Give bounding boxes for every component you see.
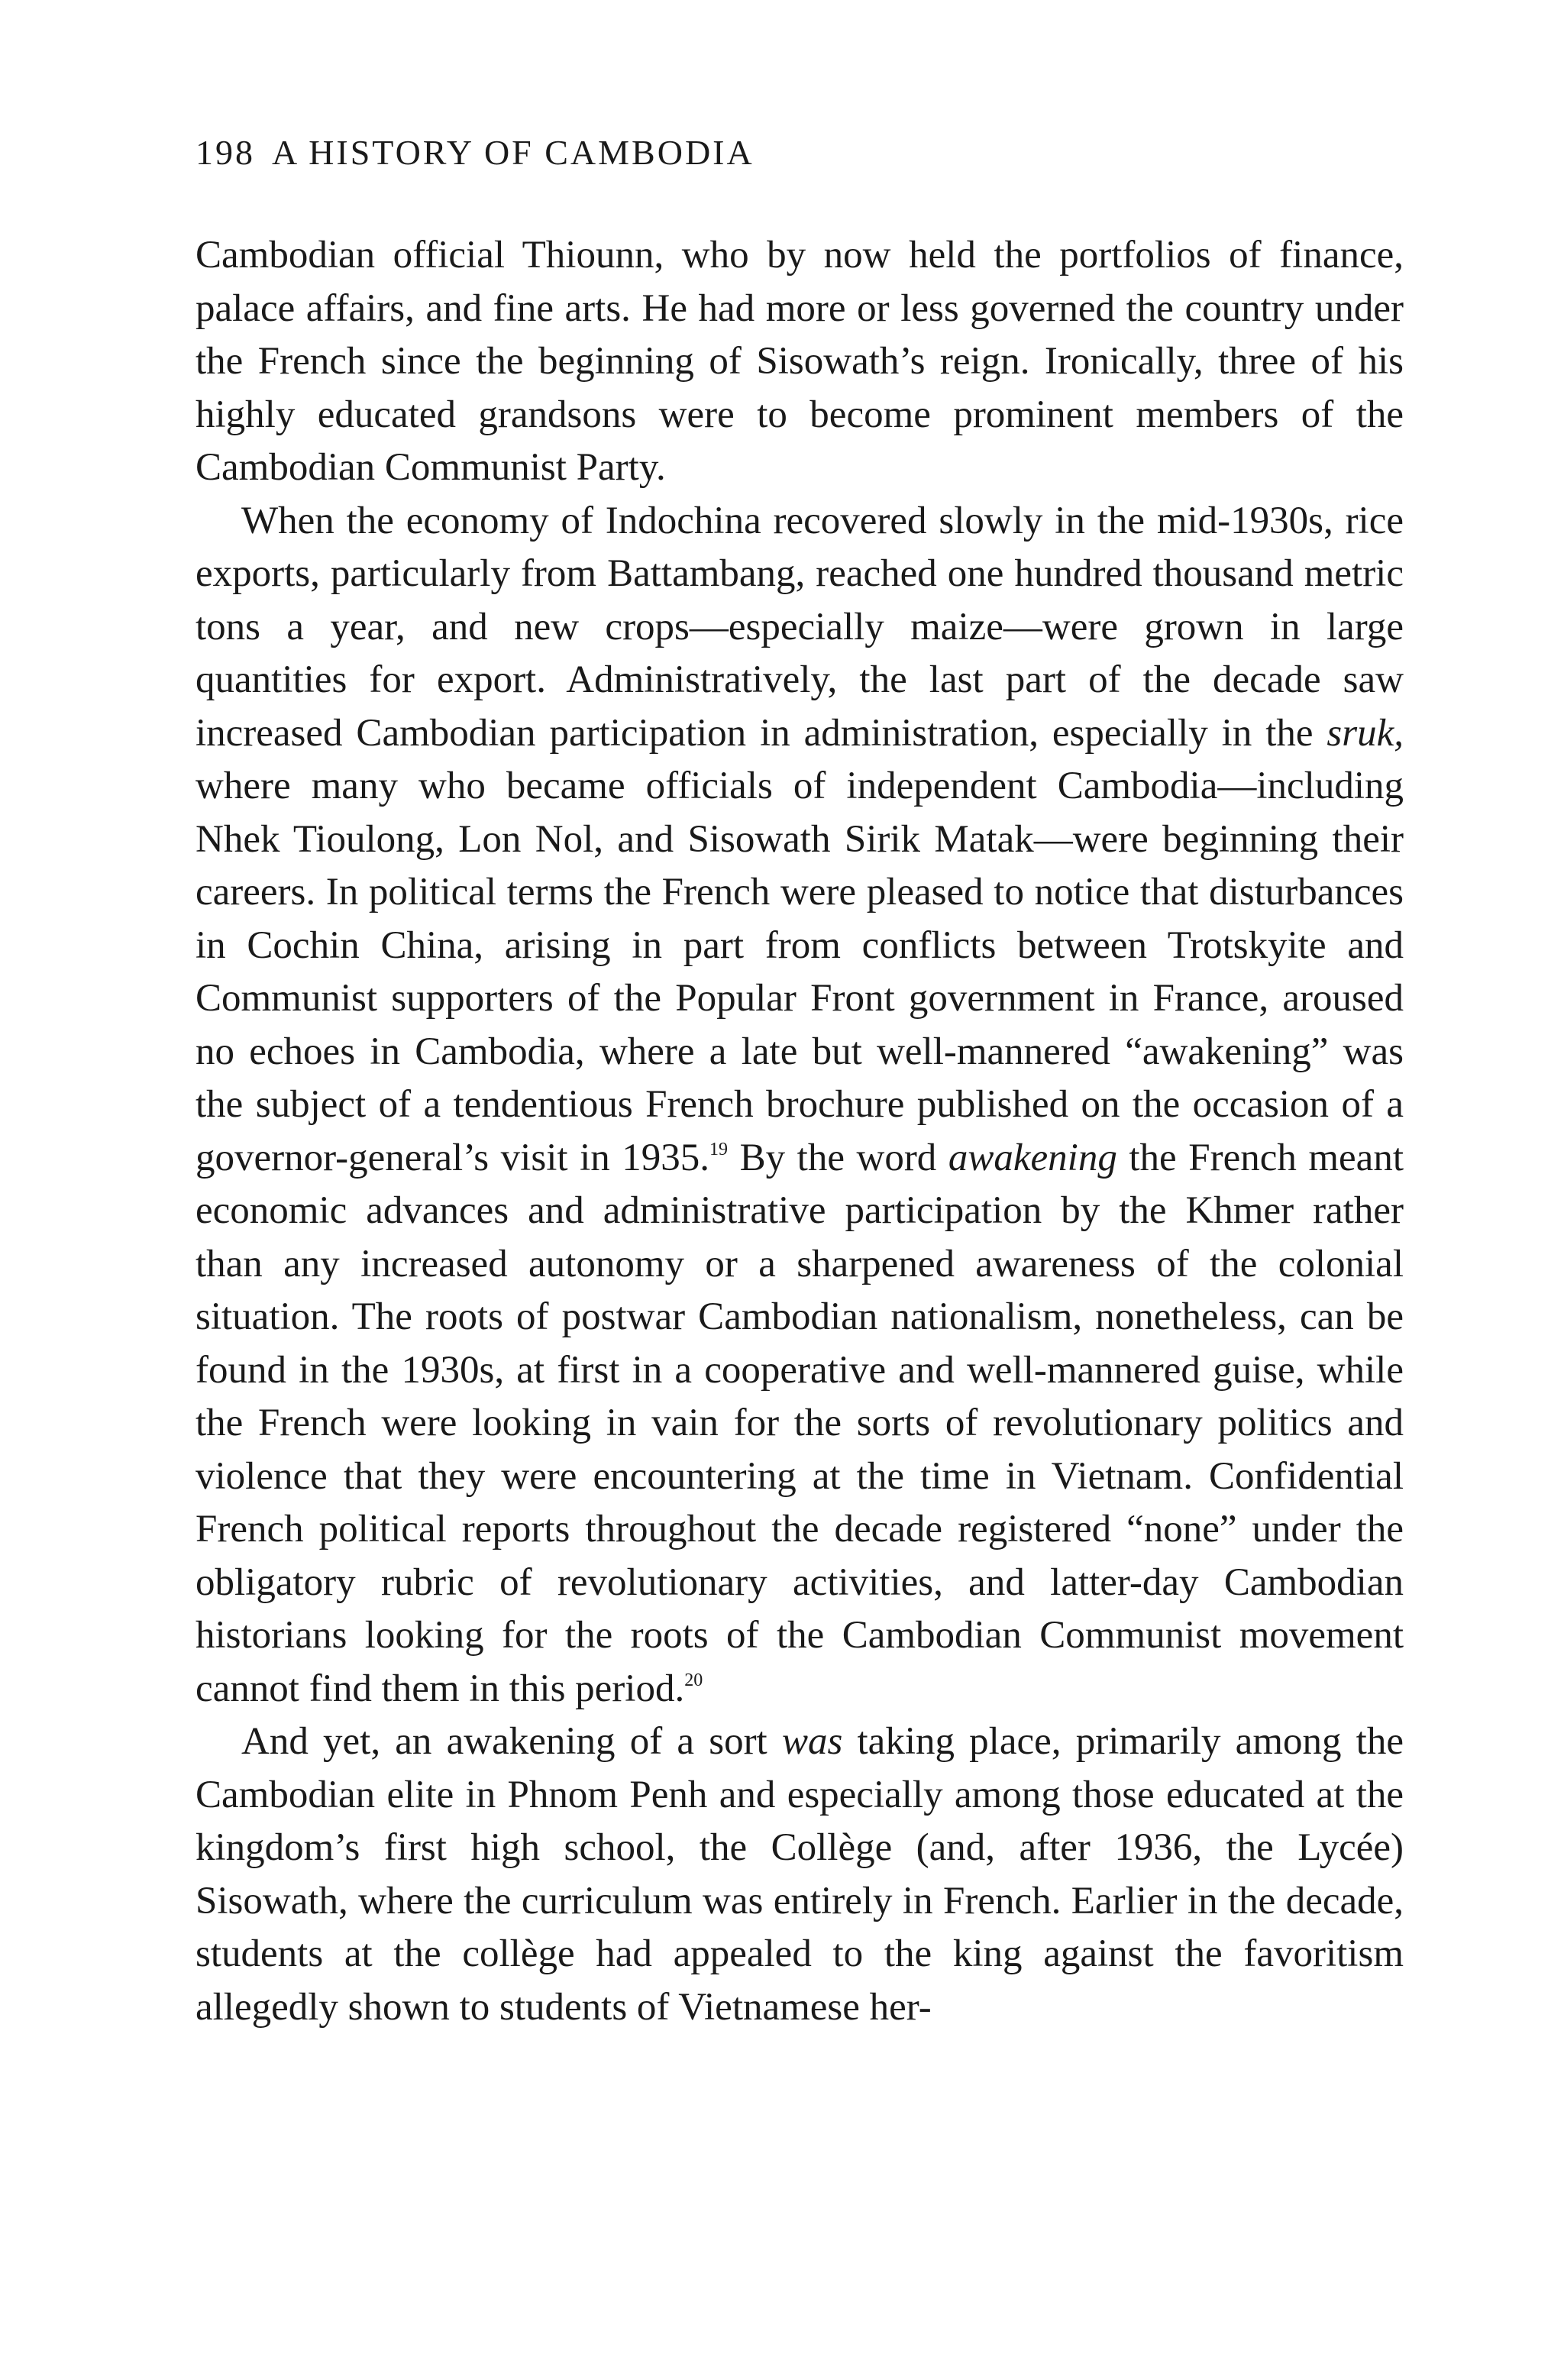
footnote-marker-20[interactable]: 20 <box>684 1670 703 1690</box>
book-title: A HISTORY OF CAMBODIA <box>272 133 755 172</box>
paragraph-1-text: Cambodian official Thiounn, who by now held the portfolios of finance, palace affairs, and fine arts. He had more or less governed the country under the French since the beginning of Sisowath’s reign. Ironically, three of his highly educated grandsons were to become prominent members of the Cambodian Communist Party. <box>196 234 1404 489</box>
italic-term-sruk: sruk, <box>1326 711 1404 755</box>
paragraph-2-text-b: where many who became officials of independent Cambodia—including Nhek Tioulong, Lon Nol, and Sisowath Sirik Matak—were beginning their careers. In political terms the French were pleased to notice that disturbances in Cochin China, arising in part from conflicts between Trotskyite and Communist supporters of the Popular Front government in France, aroused no echoes in Cambodia, where a late but well-mannered “awakening” was the subject of a tendentious French brochure published on the occasion of a governor-general’s visit in 1935. <box>196 765 1404 1179</box>
paragraph-2-text-d: the French meant economic advances and administrative participation by the Khmer rather than any increased autonomy or a sharpened awareness of the colonial situation. The roots of postwar Cambodian nationalism, nonetheless, can be found in the 1930s, at first in a cooperative and well-mannered guise, while the French were looking in vain for the sorts of revolutionary politics and violence that they were encountering at the time in Vietnam. Confidential French political reports throughout the decade registered “none” under the obligatory rubric of revolutionary activities, and latter-day Cambodian historians looking for the roots of the Cambodian Communist movement cannot find them in this period. <box>196 1136 1404 1710</box>
body-text <box>196 229 1404 2034</box>
italic-term-was: was <box>781 1720 843 1763</box>
italic-term-awakening: awakening <box>948 1136 1117 1179</box>
book-page <box>196 122 1404 2034</box>
paragraph-3-text-b: taking place, primarily among the Cambodian elite in Phnom Penh and especially among those educated at the kingdom’s first high school, the Collège (and, after 1936, the Lycée) Sisowath, where the curriculum was entirely in French. Earlier in the decade, students at the collège had appealed to the king against the favoritism allegedly shown to students of Vietnamese her- <box>196 1720 1404 2029</box>
paragraph-3 <box>196 1715 1404 2034</box>
paragraph-2-text-a: When the economy of Indochina recovered slowly in the mid-1930s, rice exports, particularly from Battambang, reached one hundred thousand metric tons a year, and new crops—especially maize—were grown in large quantities for export. Administratively, the last part of the decade saw increased Cambodian participation in administration, especially in the <box>196 499 1404 755</box>
paragraph-1 <box>196 229 1404 495</box>
page-number: 198 <box>196 133 255 172</box>
running-head <box>196 122 1404 183</box>
paragraph-2-text-c: By the word <box>728 1136 948 1179</box>
footnote-marker-19[interactable]: 19 <box>709 1139 729 1159</box>
paragraph-2 <box>196 495 1404 1716</box>
paragraph-3-text-a: And yet, an awakening of a sort <box>241 1720 782 1763</box>
